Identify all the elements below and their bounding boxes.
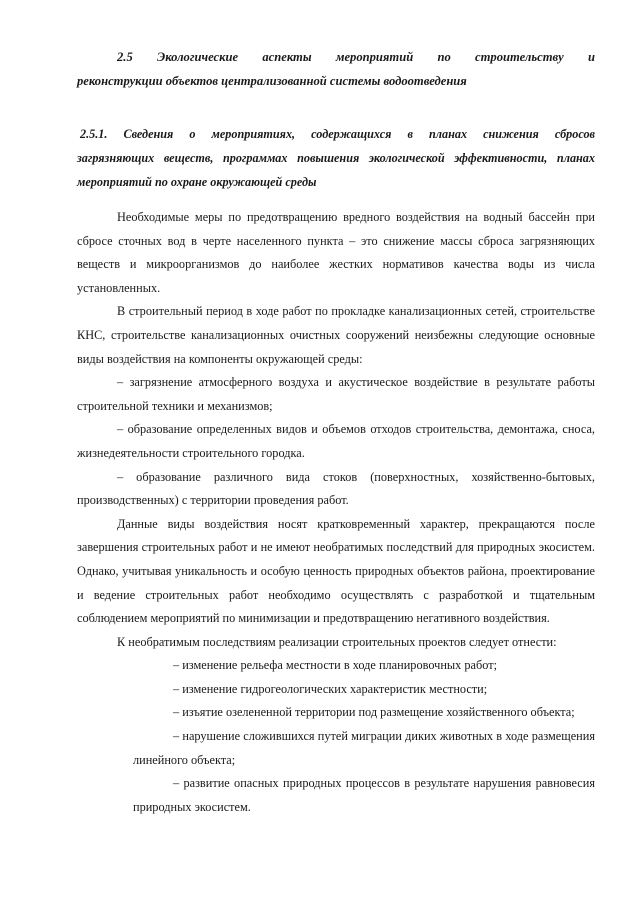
list-item: – изъятие озелененной территории под размещение хозяйственного объекта; — [173, 705, 575, 720]
list-item: – развитие опасных природных процессов в результате нарушения равновесия природных экосистем. — [133, 776, 595, 814]
document-body — [77, 206, 595, 819]
list-item: – изменение рельефа местности в ходе планировочных работ; — [173, 658, 498, 673]
subsection-heading — [77, 122, 595, 194]
paragraph-bullet: – образование определенных видов и объемов отходов строительства, демонтажа, сноса, жизнедеятельности строительного городка. — [77, 422, 595, 460]
section-heading-line2: реконструкции объектов централизованной системы водоотведения — [77, 74, 467, 88]
irreversible-effects-list — [77, 654, 595, 819]
section-heading-line1: 2.5 Экологические аспекты мероприятий по строительству и — [117, 50, 595, 64]
paragraph-bullet: – образование различного вида стоков (поверхностных, хозяйственно-бытовых, производственных) с территории проведения работ. — [77, 469, 595, 508]
section-heading — [77, 45, 595, 93]
list-item: – нарушение сложившихся путей миграции диких животных в ходе размещения линейного объекта; — [133, 729, 595, 767]
paragraph: Необходимые меры по предотвращению вредного воздействия на водный бассейн при сбросе сточных вод в черте населенного пункта – это снижение массы сброса загрязняющих веществ и микроорганизмов до наиболее жестких нормативов качества воды из числа установленных. — [77, 210, 595, 295]
list-item: – изменение гидрогеологических характеристик местности; — [173, 681, 488, 696]
paragraph: В строительный период в ходе работ по прокладке канализационных сетей, строительстве КНС, строительстве канализационных очистных сооружений неизбежны следующие основные виды воздействия на компоненты окружающей среды: — [77, 304, 595, 366]
paragraph: К необратимым последствиям реализации строительных проектов следует отнести: — [117, 634, 557, 649]
paragraph: Данные виды воздействия носят кратковременный характер, прекращаются после завершения строительных работ и не имеют необратимых последствий для природных экосистем. Однако, учитывая уникальность и особую ценность природных объектов района, проектирование и ведение строительных работ необходимо осуществлять с разработкой и тщательным соблюдением мероприятий по минимизации и предотвращению негативного воздействия. — [77, 516, 595, 626]
paragraph-bullet: – загрязнение атмосферного воздуха и акустическое воздействие в результате работы строительной техники и механизмов; — [77, 375, 595, 413]
subsection-heading-line1: 2.5.1. Сведения о мероприятиях, содержащихся в планах снижения сбросов — [80, 127, 595, 141]
subsection-heading-rest: загрязняющих веществ, программах повышения экологической эффективности, планах мероприятий по охране окружающей среды — [77, 151, 595, 189]
